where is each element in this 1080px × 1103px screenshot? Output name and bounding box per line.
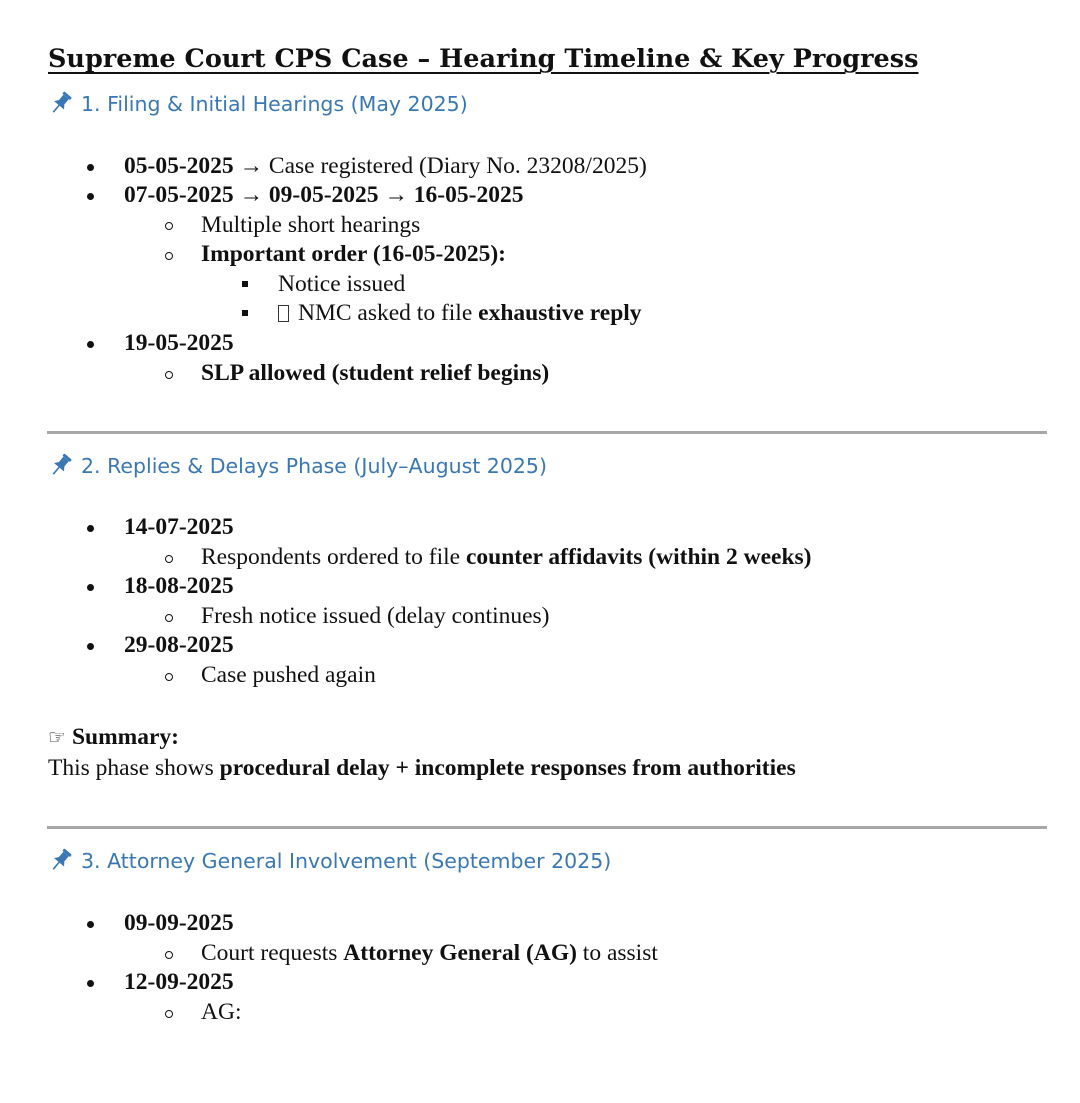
- summary-text: [48, 753, 796, 783]
- bullet-circle-icon: [165, 951, 173, 959]
- bullet-dot-icon: [87, 525, 94, 532]
- section-divider: [47, 826, 1047, 829]
- list-item: 18-08-2025: [124, 573, 234, 599]
- sub-sub-list-item: [278, 298, 642, 328]
- sub-list-item: Case pushed again: [201, 662, 376, 688]
- sub-list-item: Fresh notice issued (delay continues): [201, 603, 550, 629]
- bullet-circle-icon: [165, 1010, 173, 1018]
- section-divider: [47, 431, 1047, 434]
- list-item: 12-09-2025: [124, 969, 234, 995]
- bullet-square-icon: [242, 281, 248, 287]
- sub-list-item: [201, 542, 812, 572]
- sub-list-item: Multiple short hearings: [201, 212, 421, 238]
- bullet-circle-icon: [165, 371, 173, 379]
- list-item: 29-08-2025: [124, 632, 234, 658]
- section-3-title: 3. Attorney General Involvement (September 2025): [81, 849, 612, 873]
- summary-pre: This phase shows: [48, 755, 220, 781]
- sub-list-item: AG:: [201, 999, 242, 1025]
- bullet-circle-icon: [165, 614, 173, 622]
- pushpin-icon: [48, 452, 74, 478]
- bullet-dot-icon: [87, 921, 94, 928]
- section-2-title: 2. Replies & Delays Phase (July–August 2025): [81, 454, 547, 478]
- item-text-post: to assist: [576, 940, 658, 966]
- bullet-dot-icon: [87, 980, 94, 987]
- document-title: Supreme Court CPS Case – Hearing Timeline & Key Progress: [48, 44, 919, 74]
- bullet-dot-icon: [87, 193, 94, 200]
- list-item: 19-05-2025: [124, 330, 234, 356]
- sub-sub-list-item: Notice issued: [278, 271, 406, 297]
- missing-glyph-icon: [278, 305, 289, 322]
- item-emphasis: exhaustive reply: [478, 300, 642, 326]
- bullet-dot-icon: [87, 643, 94, 650]
- section-1-title: 1. Filing & Initial Hearings (May 2025): [81, 92, 468, 116]
- bullet-circle-icon: [165, 252, 173, 260]
- item-date: 05-05-2025: [124, 153, 234, 179]
- bullet-dot-icon: [87, 584, 94, 591]
- item-text: → Case registered (Diary No. 23208/2025): [233, 153, 647, 179]
- sub-list-item: [201, 938, 658, 968]
- bullet-circle-icon: [165, 673, 173, 681]
- bullet-circle-icon: [165, 555, 173, 563]
- item-text: Respondents ordered to file: [201, 544, 466, 570]
- pushpin-icon: [48, 90, 74, 116]
- bullet-dot-icon: [87, 341, 94, 348]
- bullet-dot-icon: [87, 164, 94, 171]
- pointing-hand-icon: ☞: [48, 725, 66, 749]
- bullet-square-icon: [242, 310, 248, 316]
- item-text: Court requests: [201, 940, 344, 966]
- sub-list-item: SLP allowed (student relief begins): [201, 360, 550, 386]
- list-item: 14-07-2025: [124, 514, 234, 540]
- summary-emphasis: procedural delay + incomplete responses from authorities: [219, 755, 796, 781]
- list-item: 07-05-2025 → 09-05-2025 → 16-05-2025: [124, 182, 524, 208]
- pushpin-icon: [48, 847, 74, 873]
- bullet-circle-icon: [165, 222, 173, 230]
- section-3-heading: [48, 847, 611, 873]
- item-emphasis: counter affidavits (within 2 weeks): [465, 544, 812, 570]
- section-2-heading: [48, 452, 547, 478]
- item-text: NMC asked to file: [298, 300, 479, 326]
- item-emphasis: Attorney General (AG): [343, 940, 577, 966]
- summary-heading: Summary:: [71, 724, 179, 750]
- section-1-heading: [48, 90, 468, 116]
- sub-list-item: Important order (16-05-2025):: [201, 241, 507, 267]
- list-item: 09-09-2025: [124, 910, 234, 936]
- list-item: [124, 151, 647, 181]
- summary-label: [48, 722, 179, 752]
